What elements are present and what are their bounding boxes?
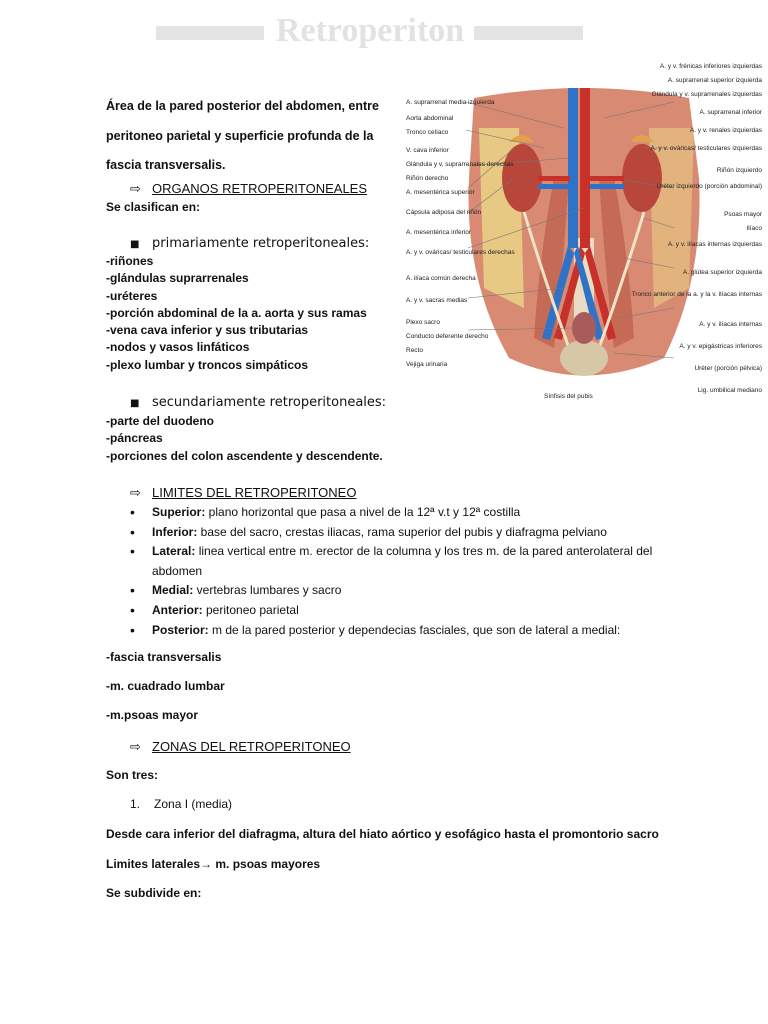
figure-label: A. y v. epigástricas inferiores [679, 343, 762, 350]
secondary-label [130, 395, 386, 410]
limit-key: Lateral: [152, 544, 196, 559]
figure-label: Riñón derecho [406, 175, 449, 182]
figure-label: Ilíaco [746, 225, 762, 232]
figure-label: A. suprarrenal superior izquierda [667, 77, 762, 84]
list-item: -riñones [106, 254, 154, 268]
figure-label: Psoas mayor [724, 211, 762, 218]
bullet-square-icon: ■ [130, 239, 140, 250]
figure-label: Tronco celíaco [406, 129, 449, 136]
zonas-heading-label: ZONAS DEL RETROPERITONEO [152, 739, 351, 754]
primary-label-text: primariamente retroperitoneales: [152, 236, 370, 251]
arrow-right-icon: ⇨ [130, 181, 141, 196]
figure-label: A. y v. ováricas/ testiculares izquierdas [650, 145, 762, 152]
bullet-square-icon: ■ [130, 398, 140, 409]
secondary-label-text: secundariamente retroperitoneales: [152, 395, 387, 410]
title-bar-left [156, 26, 264, 40]
arrow-right-icon: ⇨ [130, 739, 141, 754]
limit-key: Posterior: [152, 622, 209, 637]
figure-label: A. y v. ilíacas internas izquierdas [667, 241, 762, 248]
limit-item [130, 523, 690, 543]
intro-line: fascia transversalis. [106, 158, 226, 172]
classify-text: Se clasifican en: [106, 200, 201, 214]
page-title: Retroperiton [275, 12, 465, 49]
limit-text: peritoneo parietal [202, 602, 299, 617]
figure-label: Sínfisis del pubis [544, 393, 593, 400]
list-item: -nodos y vasos linfáticos [106, 340, 250, 355]
figure-label: Uréter izquierdo (porción abdominal) [656, 183, 762, 190]
intro-line: Área de la pared posterior del abdomen, entre [106, 99, 379, 113]
figure-label: A. y v. frénicas inferiores izquierdas [659, 63, 762, 70]
figure-label: Recto [406, 347, 423, 354]
primary-label [130, 236, 369, 251]
limit-text: base del sacro, crestas iliacas, rama superior del pubis y diafragma pelviano [197, 524, 607, 539]
retroperitoneum-figure [404, 58, 764, 410]
bullet-dot-icon: • [130, 523, 135, 540]
bullet-dot-icon: • [130, 621, 135, 638]
figure-label: A. suprarrenal inferior [699, 109, 762, 116]
limit-item [130, 621, 690, 641]
bullet-dot-icon: • [130, 582, 135, 599]
limit-item [130, 542, 690, 581]
limit-key: Superior: [152, 505, 206, 519]
figure-label: A. y v. ilíacas internas [699, 321, 762, 328]
figure-label: A. glútea superior izquierda [682, 269, 762, 276]
posterior-item: -fascia transversalis [106, 650, 222, 664]
limit-text: linea vertical entre m. erector de la columna y los tres m. de la pared anterolateral del abdomen [152, 544, 653, 578]
zone-description: Desde cara inferior del diafragma, altura del hiato aórtico y esofágico hasta el promontorio sacro [106, 827, 659, 841]
figure-label: A. mesentérica inferior [406, 229, 472, 236]
arrow-right-icon: ⇨ [130, 485, 141, 500]
list-item: -vena cava inferior y sus tributarias [106, 323, 309, 338]
zone-label: Zona I (media) [154, 797, 233, 811]
figure-label: A. y v. sacras medias [406, 297, 468, 304]
limites-heading-label: LIMITES DEL RETROPERITONEO [152, 485, 357, 500]
figure-label: Glándula y v. suprarrenales izquierdas [651, 91, 762, 98]
list-item: -porciones del colon ascendente y descendente. [106, 448, 383, 463]
son-tres-text: Son tres: [106, 768, 159, 782]
figure-label: Vejiga urinaria [406, 361, 448, 368]
list-item: -uréteres [106, 288, 158, 303]
zone-1-item [130, 797, 232, 811]
list-item: -porción abdominal de la a. aorta y sus ramas [106, 305, 367, 320]
zonas-heading [130, 739, 351, 755]
anatomy-illustration [404, 58, 764, 410]
figure-label: Tronco anterior de la a. y la v. ilíacas internas [631, 291, 762, 298]
limites-heading [130, 485, 356, 501]
figure-label: A. y v. renales izquierdas [689, 127, 762, 134]
zone-number: 1. [130, 797, 141, 811]
figure-label: Aorta abdominal [406, 115, 454, 122]
list-item: -páncreas [106, 431, 163, 446]
organos-heading [130, 181, 367, 197]
figure-label: A. suprarrenal media izquierda [406, 99, 495, 106]
figure-label: Conducto deferente derecho [406, 333, 489, 340]
figure-label: Cápsula adiposa del riñón [406, 209, 482, 216]
title-bar-right [474, 26, 583, 40]
figure-label: Uréter (porción pélvica) [694, 365, 762, 372]
list-item: -plexo lumbar y troncos simpáticos [106, 357, 309, 372]
posterior-item: -m.psoas mayor [106, 708, 199, 722]
limit-text: vertebras lumbares y sacro [193, 583, 342, 598]
figure-label: A. y v. ováricas/ testiculares derechas [406, 249, 515, 256]
limit-item [130, 503, 690, 523]
subdivide-text: Se subdivide en: [106, 886, 202, 900]
figure-label: V. cava inferior [406, 147, 449, 154]
figure-label: Plexo sacro [406, 319, 440, 326]
page-header [0, 14, 768, 54]
limit-text: m de la pared posterior y dependecias fasciales, que son de lateral a medial: [208, 622, 621, 637]
figure-label: Riñón izquierdo [716, 167, 762, 174]
list-item: -parte del duodeno [106, 414, 214, 428]
bullet-dot-icon: • [130, 504, 135, 520]
intro-paragraph [106, 92, 396, 181]
limit-key: Medial: [152, 583, 194, 598]
bullet-dot-icon: • [130, 601, 135, 618]
limites-list [130, 503, 690, 640]
limit-key: Inferior: [152, 524, 198, 539]
figure-label: Lig. umbilical mediano [697, 387, 762, 394]
intro-line: peritoneo parietal y superficie profunda de la [106, 128, 374, 143]
limit-item [130, 601, 690, 621]
bullet-dot-icon: • [130, 543, 135, 560]
organos-heading-label: ORGANOS RETROPERITONEALES [152, 181, 368, 196]
posterior-item: -m. cuadrado lumbar [106, 679, 225, 693]
figure-label: Glándula y v. suprarrenales derechas [406, 161, 514, 168]
figure-label: A. ilíaca común derecha [406, 275, 476, 282]
list-item: -glándulas suprarrenales [106, 271, 249, 286]
figure-label: A. mesentérica superior [406, 189, 475, 196]
secondary-list [106, 413, 383, 465]
primary-list [106, 253, 367, 374]
limit-text: plano horizontal que pasa a nivel de la 12ª v.t y 12ª costilla [205, 505, 521, 519]
limit-key: Anterior: [152, 602, 203, 617]
limit-item [130, 581, 690, 601]
limits-lateral-text: Limites laterales→ m. psoas mayores [106, 857, 321, 871]
